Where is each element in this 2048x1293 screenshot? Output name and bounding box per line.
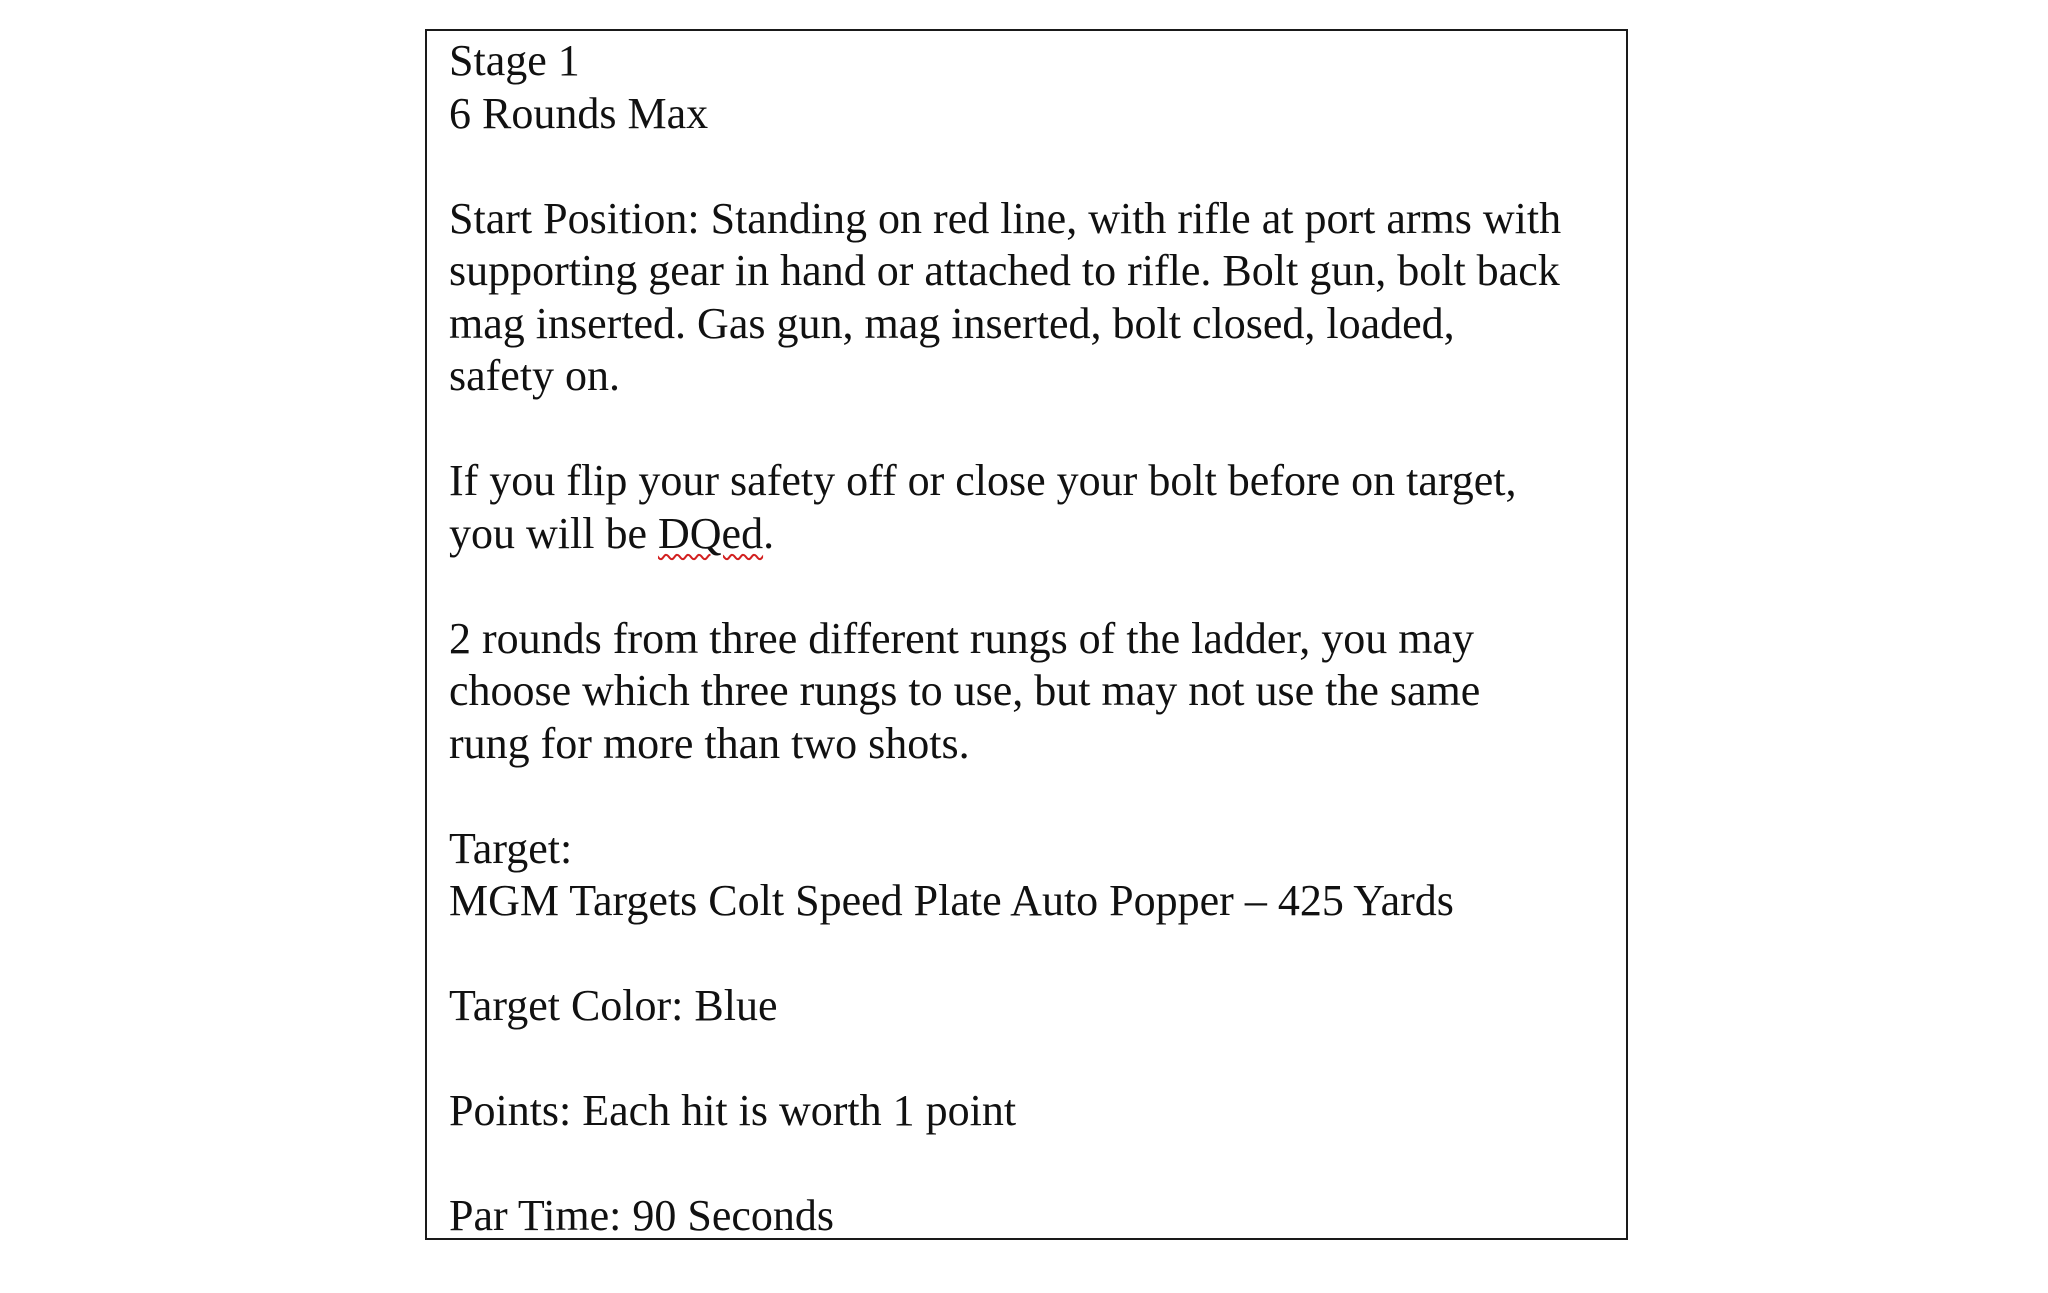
spacer: [449, 1033, 1626, 1086]
stage-document: [425, 29, 1628, 1240]
start-position-line: safety on.: [449, 351, 621, 400]
points-rule: Points: Each hit is worth 1 point: [449, 1086, 1017, 1135]
start-position-line: supporting gear in hand or attached to rifle. Bolt gun, bolt back: [449, 246, 1560, 295]
target-color: Target Color: Blue: [449, 981, 778, 1030]
spacer: [449, 140, 1626, 193]
rounds-rule-line: rung for more than two shots.: [449, 718, 970, 768]
spacer: [449, 560, 1626, 613]
spacer: [449, 1138, 1626, 1191]
target-label: Target:: [449, 823, 573, 873]
dq-warning-paragraph: [449, 455, 1626, 560]
spellcheck-flagged-word[interactable]: DQed: [657, 508, 764, 558]
rounds-rule-paragraph: [449, 613, 1626, 771]
stage-title: Stage 1: [449, 36, 580, 85]
par-time: Par Time: 90 Seconds: [449, 1191, 835, 1240]
rounds-rule-line: 2 rounds from three different rungs of the ladder, you may: [449, 613, 1475, 663]
dq-warning-prefix: you will be: [449, 508, 658, 558]
rounds-rule-line: choose which three rungs to use, but may not use the same: [449, 666, 1481, 715]
target-description: MGM Targets Colt Speed Plate Auto Popper – 425 Yards: [449, 876, 1454, 925]
rounds-max: 6 Rounds Max: [449, 88, 709, 138]
spacer: [449, 770, 1626, 823]
spacer: [449, 928, 1626, 981]
start-position-line: mag inserted. Gas gun, mag inserted, bolt closed, loaded,: [449, 298, 1455, 348]
dq-warning-line: [449, 508, 1626, 561]
spacer: [449, 403, 1626, 456]
start-position-paragraph: [449, 193, 1626, 403]
dq-warning-line: If you flip your safety off or close your bolt before on target,: [449, 456, 1517, 505]
start-position-line: Start Position: Standing on red line, with rifle at port arms with: [449, 193, 1562, 243]
dq-warning-suffix: .: [763, 508, 775, 558]
